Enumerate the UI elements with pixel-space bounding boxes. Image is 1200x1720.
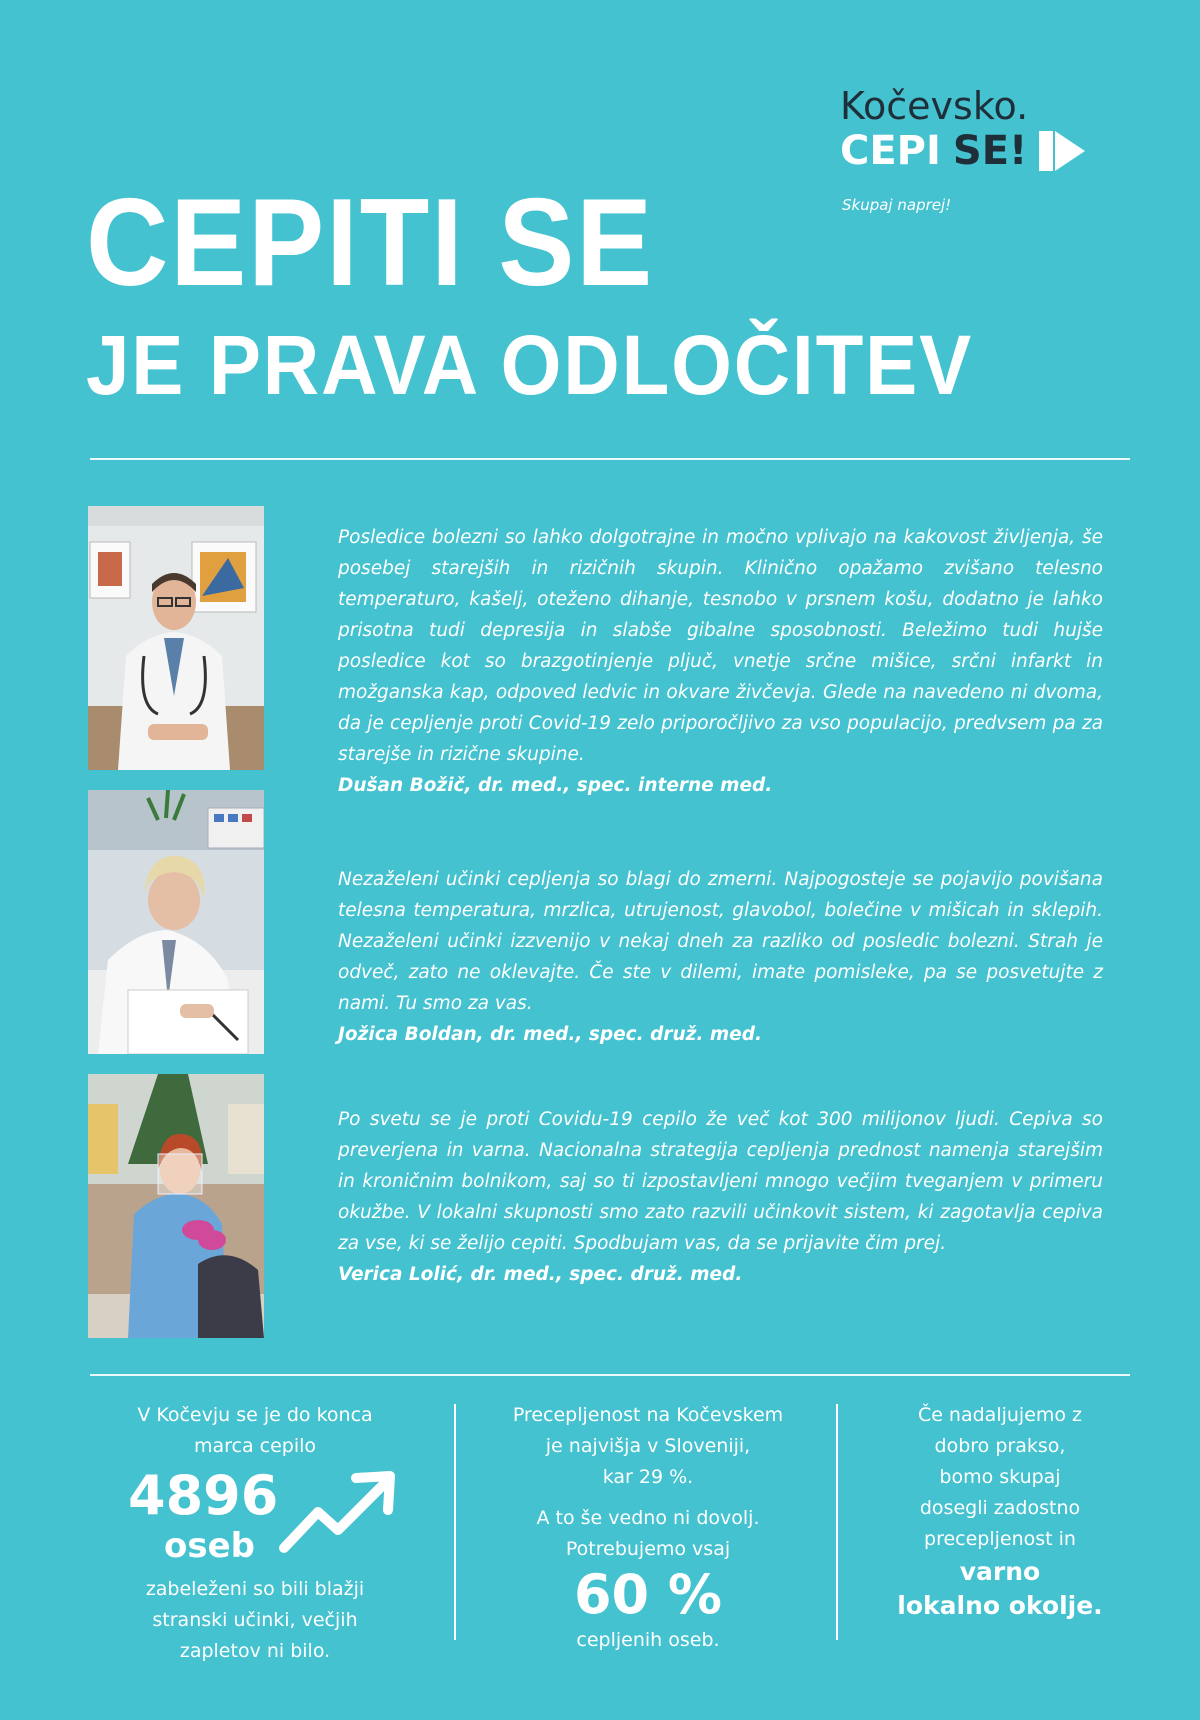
doctor-photo-2 xyxy=(88,790,264,1054)
stat-column-1 xyxy=(100,1400,410,1667)
page-title-line1: CEPITI SE xyxy=(86,174,655,312)
stat1-number: 4896 xyxy=(128,1464,279,1527)
logo-line2 xyxy=(840,128,1140,174)
stat1-note-line1: zabeleženi so bili blažji xyxy=(145,1578,365,1600)
stat1-intro-line1: V Kočevju se je do konca xyxy=(137,1404,373,1426)
stat1-note-line2: stranski učinki, večjih xyxy=(152,1609,358,1631)
stat2-big: 60 % xyxy=(573,1563,723,1626)
stat2-line6: cepljenih oseb. xyxy=(576,1629,720,1651)
quote-3-author: Verica Lolić, dr. med., spec. druž. med. xyxy=(338,1264,743,1285)
stat2-line1: Precepljenost na Kočevskem xyxy=(512,1404,784,1426)
trend-up-arrow-icon xyxy=(276,1466,404,1558)
doctor-photo-3 xyxy=(88,1074,264,1338)
stat-column-2 xyxy=(470,1400,826,1656)
divider xyxy=(90,458,1130,460)
doctor-photo-1 xyxy=(88,506,264,770)
stat3-line1: Če nadaljujemo z xyxy=(917,1404,1083,1426)
stat3-line3: bomo skupaj xyxy=(939,1466,1061,1488)
quote-2 xyxy=(338,864,1103,1050)
stat3-line4: dosegli zadostno xyxy=(919,1497,1081,1519)
logo-line1: Kočevsko. xyxy=(840,84,1029,128)
stat3-bold1: varno xyxy=(959,1557,1041,1586)
quote-2-author: Jožica Boldan, dr. med., spec. druž. med. xyxy=(338,1024,762,1045)
stat3-bold2: lokalno okolje. xyxy=(897,1591,1103,1620)
logo-cepi: CEPI xyxy=(840,128,941,174)
quote-3 xyxy=(338,1104,1103,1290)
quote-1-text: Posledice bolezni so lahko dolgotrajne in močno vplivajo na kakovost življenja, še posebej starejših in rizičnih skupin. Klinično opažamo zvišano telesno temperaturo, kašelj, oteženo dihanje, tesnobo v prsnem košu, dodatno je lahko prisotna tudi depresija in slabše gibalne sposobnosti. Beležimo tudi hujše posledice kot so brazgotinjenje pljuč, vnetje srčne mišice, srčni infarkt in možganska kap, odpoved ledvic in okvare živčevja. Glede na navedeno ni dvoma, da je cepljenje proti Covid-19 zelo priporočljivo za vso populacijo, predvsem pa za starejše in rizične skupine. xyxy=(338,527,1103,765)
quote-3-text: Po svetu se je proti Covidu-19 cepilo že več kot 300 milijonov ljudi. Cepiva so preverjena in varna. Nacionalna strategija cepljenja prednost namenja starejšim in kroničnim bolnikom, saj so ti izpostavljeni mnogo večjim tveganjem v primeru okužbe. V lokalni skupnosti smo zato razvili učinkovit sistem, ki zagotavlja cepiva za vse, ki se želijo cepiti. Spodbujam vas, da se prijavite čim prej. xyxy=(338,1109,1103,1254)
column-divider-1 xyxy=(454,1404,456,1640)
stat2-line2: je najvišja v Sloveniji, xyxy=(545,1435,751,1457)
column-divider-2 xyxy=(836,1404,838,1640)
quote-2-text: Nezaželeni učinki cepljenja so blagi do zmerni. Najpogosteje se pojavijo povišana telesna temperatura, mrzlica, utrujenost, glavobol, bolečine v mišicah in sklepih. Nezaželeni učinki izzvenijo v nekaj dneh za razliko od posledic bolezni. Strah je odveč, zato ne oklevajte. Če ste v dilemi, imate pomisleke, pa se posvetujte z nami. Tu smo za vas. xyxy=(338,869,1103,1014)
stat3-line5: precepljenost in xyxy=(924,1528,1076,1550)
stat-column-3 xyxy=(852,1400,1148,1623)
page-title-line2: JE PRAVA ODLOČITEV xyxy=(86,318,974,412)
play-arrow-icon xyxy=(1039,131,1085,171)
logo xyxy=(840,84,1140,174)
stat2-line4: A to še vedno ni dovolj. xyxy=(536,1507,760,1529)
tagline: Skupaj naprej! xyxy=(842,196,952,214)
logo-se: SE! xyxy=(952,128,1028,174)
stat3-line2: dobro prakso, xyxy=(934,1435,1066,1457)
divider-bottom xyxy=(90,1374,1130,1376)
stat2-line5: Potrebujemo vsaj xyxy=(565,1538,731,1560)
stat1-intro-line2: marca cepilo xyxy=(193,1435,317,1457)
stat1-unit: oseb xyxy=(164,1526,255,1566)
quote-1-author: Dušan Božič, dr. med., spec. interne med. xyxy=(338,775,773,796)
quote-1 xyxy=(338,522,1103,801)
stat1-note-line3: zapletov ni bilo. xyxy=(179,1640,331,1662)
stat2-line3: kar 29 %. xyxy=(602,1466,694,1488)
